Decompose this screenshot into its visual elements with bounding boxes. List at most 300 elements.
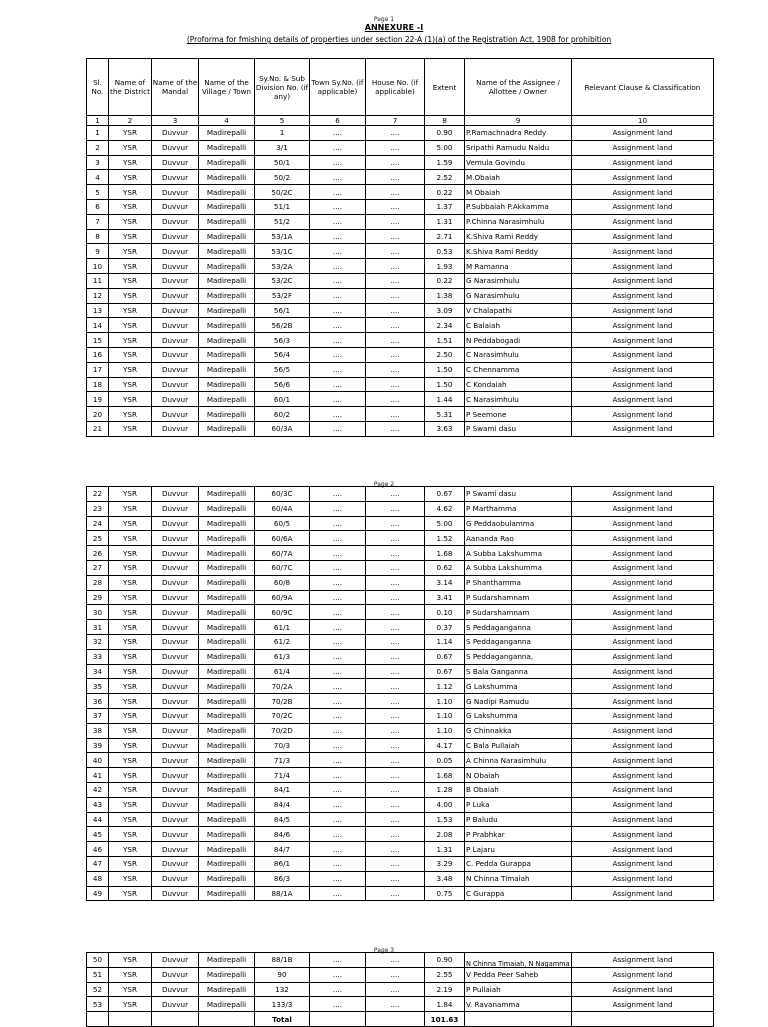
cell-village: Madirepalli [199,392,255,407]
table-row [87,982,714,997]
cell-survey-no: 53/2C [255,273,310,288]
cell-house-no: .... [366,516,425,531]
cell-village: Madirepalli [199,620,255,635]
cell-district: YSR [109,259,152,274]
cell-extent: 1.31 [425,214,465,229]
cell-sl-no: 18 [87,377,109,392]
header-assignee: Name of the Assignee / Allottee / Owner [465,59,572,116]
cell-mandal: Duvvur [152,273,199,288]
cell-survey-no: 60/5 [255,516,310,531]
cell-house-no: .... [366,185,425,200]
cell-sl-no: 29 [87,590,109,605]
cell-survey-no: 56/6 [255,377,310,392]
table-row [87,738,714,753]
cell-town-survey-no: .... [310,421,366,436]
cell-mandal: Duvvur [152,546,199,561]
table-row [87,871,714,886]
cell-house-no: .... [366,575,425,590]
cell-town-survey-no: .... [310,288,366,303]
cell-district: YSR [109,214,152,229]
column-number: 4 [199,116,255,126]
cell-clause: Assignment land [572,487,714,502]
cell-village: Madirepalli [199,967,255,982]
cell-clause: Assignment land [572,170,714,185]
cell-district: YSR [109,140,152,155]
cell-town-survey-no: .... [310,797,366,812]
cell-mandal: Duvvur [152,620,199,635]
cell-sl-no: 44 [87,812,109,827]
table-row [87,967,714,982]
cell-mandal: Duvvur [152,303,199,318]
cell-village: Madirepalli [199,199,255,214]
cell-assignee: S Bala Ganganna [465,664,572,679]
cell-town-survey-no: .... [310,392,366,407]
cell-sl-no: 34 [87,664,109,679]
cell-village: Madirepalli [199,708,255,723]
cell-district: YSR [109,392,152,407]
cell-mandal: Duvvur [152,827,199,842]
cell-survey-no: 88/1B [255,953,310,968]
cell-house-no: .... [366,886,425,901]
cell-mandal: Duvvur [152,333,199,348]
cell-extent: 5.00 [425,516,465,531]
cell-sl-no: 24 [87,516,109,531]
cell-mandal: Duvvur [152,605,199,620]
cell-mandal: Duvvur [152,997,199,1012]
cell-mandal: Duvvur [152,377,199,392]
cell-town-survey-no: .... [310,723,366,738]
cell-survey-no: 84/1 [255,782,310,797]
cell-clause: Assignment land [572,738,714,753]
cell-clause: Assignment land [572,664,714,679]
cell-sl-no: 19 [87,392,109,407]
cell-house-no: .... [366,347,425,362]
cell-sl-no: 32 [87,634,109,649]
cell-extent: 2.34 [425,318,465,333]
cell-survey-no: 70/2C [255,708,310,723]
cell-sl-no: 30 [87,605,109,620]
cell-mandal: Duvvur [152,797,199,812]
cell-sl-no: 25 [87,531,109,546]
cell-clause: Assignment land [572,155,714,170]
cell-mandal: Duvvur [152,871,199,886]
cell-assignee: P Baludu [465,812,572,827]
cell-district: YSR [109,620,152,635]
cell-survey-no: 60/9A [255,590,310,605]
cell-survey-no: 84/6 [255,827,310,842]
table-row [87,856,714,871]
cell-village: Madirepalli [199,738,255,753]
cell-clause: Assignment land [572,516,714,531]
cell-sl-no: 40 [87,753,109,768]
cell-village: Madirepalli [199,649,255,664]
cell-assignee: P Sudarshamnam [465,605,572,620]
cell-town-survey-no: .... [310,575,366,590]
cell-survey-no: 60/7C [255,560,310,575]
table-row [87,347,714,362]
cell-sl-no: 11 [87,273,109,288]
cell-house-no: .... [366,214,425,229]
property-table-page-3 [86,952,714,1027]
table-row [87,620,714,635]
cell-sl-no: 22 [87,487,109,502]
cell-house-no: .... [366,708,425,723]
cell-district: YSR [109,679,152,694]
cell-clause: Assignment land [572,546,714,561]
cell-village: Madirepalli [199,753,255,768]
cell-extent: 1.37 [425,199,465,214]
cell-extent: 1.50 [425,362,465,377]
header-town-survey-no: Town Sy.No. (if applicable) [310,59,366,116]
cell-town-survey-no: .... [310,229,366,244]
cell-village: Madirepalli [199,723,255,738]
cell-assignee: P Shanthamma [465,575,572,590]
cell-house-no: .... [366,649,425,664]
cell-town-survey-no: .... [310,303,366,318]
property-table-page-2 [86,486,714,901]
cell-district: YSR [109,501,152,516]
table-row [87,842,714,857]
cell-house-no: .... [366,782,425,797]
table-row [87,288,714,303]
cell-survey-no: 56/2B [255,318,310,333]
cell-house-no: .... [366,288,425,303]
cell-clause: Assignment land [572,856,714,871]
table-row [87,886,714,901]
cell-sl-no: 26 [87,546,109,561]
cell-house-no: .... [366,487,425,502]
cell-village: Madirepalli [199,170,255,185]
cell-mandal: Duvvur [152,590,199,605]
cell-house-no: .... [366,303,425,318]
cell-sl-no: 48 [87,871,109,886]
cell-town-survey-no: .... [310,170,366,185]
cell-survey-no: 70/2B [255,694,310,709]
table-row [87,392,714,407]
cell-district: YSR [109,377,152,392]
cell-survey-no: 84/5 [255,812,310,827]
cell-mandal: Duvvur [152,199,199,214]
table-row [87,214,714,229]
cell-town-survey-no: .... [310,407,366,422]
cell-sl-no: 53 [87,997,109,1012]
cell-village: Madirepalli [199,575,255,590]
cell-survey-no: 133/3 [255,997,310,1012]
cell-extent: 0.75 [425,886,465,901]
cell-town-survey-no: .... [310,377,366,392]
table-row [87,199,714,214]
cell-town-survey-no: .... [310,590,366,605]
cell-sl-no: 27 [87,560,109,575]
cell-assignee: C. Pedda Gurappa [465,856,572,871]
cell-village: Madirepalli [199,827,255,842]
cell-sl-no: 41 [87,768,109,783]
cell-clause: Assignment land [572,347,714,362]
cell-mandal: Duvvur [152,407,199,422]
cell-village: Madirepalli [199,333,255,348]
cell-village: Madirepalli [199,953,255,968]
cell-mandal: Duvvur [152,531,199,546]
cell-sl-no: 37 [87,708,109,723]
cell-assignee: C Chennamma [465,362,572,377]
cell-district: YSR [109,421,152,436]
cell-clause: Assignment land [572,782,714,797]
cell-mandal: Duvvur [152,170,199,185]
cell-clause: Assignment land [572,575,714,590]
cell-town-survey-no: .... [310,812,366,827]
cell-survey-no: 61/3 [255,649,310,664]
cell-clause: Assignment land [572,407,714,422]
table-row [87,273,714,288]
table-row [87,812,714,827]
header-clause: Relevant Clause & Classification [572,59,714,116]
table-row [87,501,714,516]
cell-sl-no: 6 [87,199,109,214]
cell-extent: 2.71 [425,229,465,244]
cell-survey-no: 1 [255,126,310,141]
table-row [87,333,714,348]
cell-mandal: Duvvur [152,679,199,694]
cell-town-survey-no: .... [310,487,366,502]
cell-survey-no: 60/6A [255,531,310,546]
cell-town-survey-no: .... [310,244,366,259]
cell-house-no: .... [366,126,425,141]
cell-sl-no: 9 [87,244,109,259]
cell-assignee: N Obaiah [465,768,572,783]
cell-assignee: V Chalapathi [465,303,572,318]
cell-village: Madirepalli [199,634,255,649]
cell-survey-no: 3/1 [255,140,310,155]
cell-extent: 4.62 [425,501,465,516]
table-row [87,634,714,649]
cell-assignee: P Luka [465,797,572,812]
cell-sl-no: 33 [87,649,109,664]
cell-clause: Assignment land [572,392,714,407]
cell-mandal: Duvvur [152,229,199,244]
cell-survey-no: 50/2 [255,170,310,185]
cell-village: Madirepalli [199,546,255,561]
cell-district: YSR [109,738,152,753]
cell-mandal: Duvvur [152,856,199,871]
cell-assignee: P.Subbaiah P.Akkamma [465,199,572,214]
cell-assignee: V. Ravanamma [465,997,572,1012]
cell-extent: 0.10 [425,605,465,620]
cell-assignee: P Swami dasu [465,421,572,436]
cell-clause: Assignment land [572,590,714,605]
cell-clause: Assignment land [572,967,714,982]
cell-clause: Assignment land [572,886,714,901]
cell-mandal: Duvvur [152,812,199,827]
cell-survey-no: 60/9C [255,605,310,620]
table-row [87,953,714,968]
cell-village: Madirepalli [199,664,255,679]
cell-assignee: C Gurappa [465,886,572,901]
table-row [87,126,714,141]
table-row [87,649,714,664]
cell-house-no: .... [366,199,425,214]
cell-sl-no: 42 [87,782,109,797]
cell-district: YSR [109,531,152,546]
cell-town-survey-no: .... [310,560,366,575]
table-row [87,487,714,502]
cell-town-survey-no: .... [310,782,366,797]
cell-house-no: .... [366,664,425,679]
table-row [87,827,714,842]
cell-house-no: .... [366,560,425,575]
cell-sl-no: 45 [87,827,109,842]
cell-extent: 5.00 [425,140,465,155]
cell-district: YSR [109,797,152,812]
cell-sl-no: 8 [87,229,109,244]
cell-village: Madirepalli [199,407,255,422]
cell-house-no: .... [366,856,425,871]
cell-house-no: .... [366,812,425,827]
column-number: 10 [572,116,714,126]
cell-survey-no: 53/2A [255,259,310,274]
cell-extent: 1.10 [425,694,465,709]
cell-extent: 3.09 [425,303,465,318]
cell-mandal: Duvvur [152,694,199,709]
cell-district: YSR [109,288,152,303]
cell-sl-no: 16 [87,347,109,362]
cell-sl-no: 31 [87,620,109,635]
cell-sl-no: 21 [87,421,109,436]
cell-survey-no: 61/2 [255,634,310,649]
cell-town-survey-no: .... [310,997,366,1012]
cell-extent: 0.05 [425,753,465,768]
cell-house-no: .... [366,170,425,185]
cell-mandal: Duvvur [152,953,199,968]
cell-sl-no: 49 [87,886,109,901]
cell-survey-no: 56/4 [255,347,310,362]
cell-mandal: Duvvur [152,259,199,274]
cell-town-survey-no: .... [310,155,366,170]
cell-mandal: Duvvur [152,214,199,229]
cell-clause: Assignment land [572,723,714,738]
cell-mandal: Duvvur [152,886,199,901]
total-row [87,1012,714,1027]
cell-village: Madirepalli [199,605,255,620]
header-sl-no: Sl. No. [87,59,109,116]
cell-clause: Assignment land [572,812,714,827]
cell-town-survey-no: .... [310,679,366,694]
table-row [87,782,714,797]
cell-mandal: Duvvur [152,753,199,768]
cell-extent: 3.48 [425,871,465,886]
total-label: Total [255,1012,310,1027]
cell-village: Madirepalli [199,318,255,333]
cell-extent: 1.53 [425,812,465,827]
cell-assignee: P Lajaru [465,842,572,857]
cell-assignee: S Peddaganganna, [465,649,572,664]
cell-mandal: Duvvur [152,126,199,141]
cell-town-survey-no: .... [310,140,366,155]
cell-mandal: Duvvur [152,782,199,797]
cell-extent: 0.90 [425,953,465,968]
cell-extent: 0.22 [425,273,465,288]
cell-extent: 1.14 [425,634,465,649]
cell-town-survey-no: .... [310,126,366,141]
cell-clause: Assignment land [572,997,714,1012]
cell-assignee: P Prabhkar [465,827,572,842]
cell-mandal: Duvvur [152,155,199,170]
cell-sl-no: 14 [87,318,109,333]
cell-district: YSR [109,708,152,723]
cell-village: Madirepalli [199,303,255,318]
table-row [87,590,714,605]
cell-house-no: .... [366,605,425,620]
cell-district: YSR [109,155,152,170]
cell-sl-no: 12 [87,288,109,303]
cell-extent: 0.62 [425,560,465,575]
cell-district: YSR [109,244,152,259]
cell-town-survey-no: .... [310,273,366,288]
column-number: 2 [109,116,152,126]
table-row [87,768,714,783]
cell-sl-no: 17 [87,362,109,377]
cell-clause: Assignment land [572,288,714,303]
cell-district: YSR [109,303,152,318]
cell-assignee: G Lakshumma [465,708,572,723]
cell-sl-no: 3 [87,155,109,170]
cell-village: Madirepalli [199,273,255,288]
cell-village: Madirepalli [199,501,255,516]
cell-sl-no: 10 [87,259,109,274]
cell-town-survey-no: .... [310,214,366,229]
cell-village: Madirepalli [199,516,255,531]
cell-survey-no: 84/4 [255,797,310,812]
cell-village: Madirepalli [199,560,255,575]
cell-district: YSR [109,953,152,968]
cell-district: YSR [109,590,152,605]
cell-clause: Assignment land [572,185,714,200]
cell-clause: Assignment land [572,768,714,783]
cell-assignee: B Obaiah [465,782,572,797]
cell-extent: 3.29 [425,856,465,871]
column-number: 3 [152,116,199,126]
cell-town-survey-no: .... [310,768,366,783]
cell-district: YSR [109,753,152,768]
cell-house-no: .... [366,997,425,1012]
cell-clause: Assignment land [572,620,714,635]
cell-assignee: N Peddabogadi [465,333,572,348]
cell-town-survey-no: .... [310,967,366,982]
cell-clause: Assignment land [572,531,714,546]
cell-town-survey-no: .... [310,546,366,561]
table-header-row [87,59,714,116]
column-number-row [87,116,714,126]
cell-sl-no: 51 [87,967,109,982]
cell-extent: 0.90 [425,126,465,141]
cell-survey-no: 51/2 [255,214,310,229]
cell-assignee: C Narasimhulu [465,347,572,362]
page-label-2: Page 2 [373,481,395,488]
cell-district: YSR [109,723,152,738]
cell-mandal: Duvvur [152,560,199,575]
cell-survey-no: 84/7 [255,842,310,857]
column-number: 6 [310,116,366,126]
cell-town-survey-no: .... [310,738,366,753]
cell-sl-no: 46 [87,842,109,857]
cell-sl-no: 43 [87,797,109,812]
table-row [87,421,714,436]
cell-district: YSR [109,229,152,244]
cell-assignee: K.Shiva Rami Reddy [465,244,572,259]
table-row [87,531,714,546]
cell-assignee: P Sudarshamnam [465,590,572,605]
cell-town-survey-no: .... [310,199,366,214]
cell-mandal: Duvvur [152,244,199,259]
